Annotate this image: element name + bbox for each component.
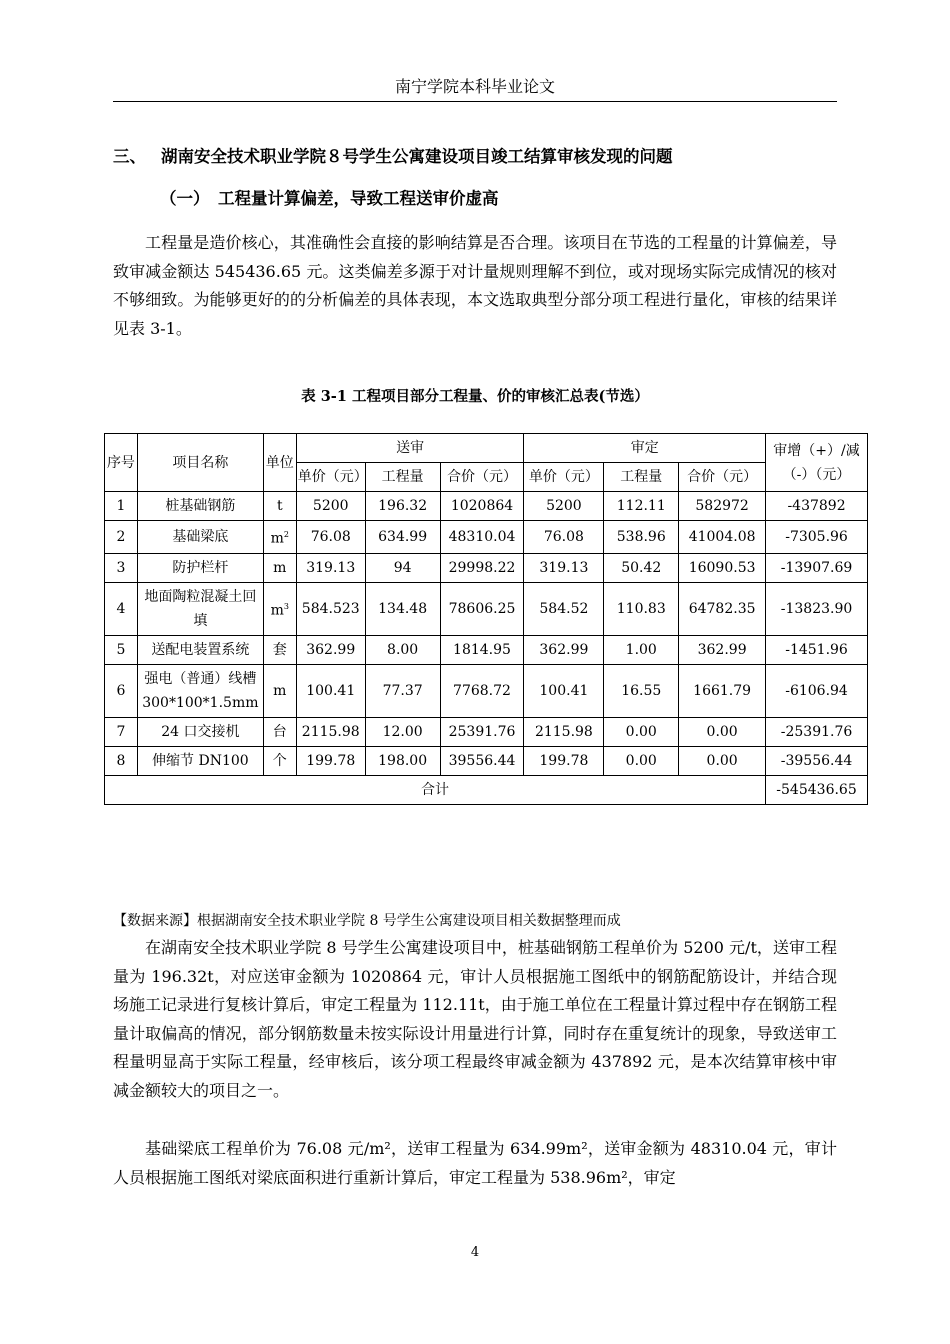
cell-approved-unit-price: 5200 — [524, 492, 604, 521]
table-row — [105, 521, 868, 554]
cell-diff: -39556.44 — [766, 746, 868, 775]
cell-name: 送配电装置系统 — [137, 635, 263, 664]
cell-approved-total: 582972 — [679, 492, 766, 521]
cell-submitted-unit-price: 76.08 — [296, 521, 365, 554]
cell-approved-unit-price: 76.08 — [524, 521, 604, 554]
cell-approved-unit-price: 362.99 — [524, 635, 604, 664]
table-caption: 表 3-1 工程项目部分工程量、价的审核汇总表(节选） — [301, 388, 649, 405]
total-value: -545436.65 — [766, 775, 868, 804]
header-approved-quantity: 工程量 — [604, 463, 679, 492]
cell-submitted-unit-price: 362.99 — [296, 635, 365, 664]
cell-seq: 4 — [105, 582, 138, 635]
total-label: 合计 — [105, 775, 766, 804]
cell-name: 桩基础钢筋 — [137, 492, 263, 521]
cell-submitted-total: 25391.76 — [440, 717, 524, 746]
cell-approved-unit-price: 319.13 — [524, 553, 604, 582]
cell-seq: 6 — [105, 664, 138, 717]
running-header: 南宁学院本科毕业论文 — [394, 77, 555, 96]
cell-approved-quantity: 50.42 — [604, 553, 679, 582]
cell-unit: m — [263, 553, 296, 582]
subsection-number: （一） — [160, 189, 210, 208]
header-name: 项目名称 — [137, 434, 263, 492]
cell-submitted-quantity: 634.99 — [365, 521, 440, 554]
subsection-heading — [160, 185, 499, 209]
cell-seq: 7 — [105, 717, 138, 746]
cell-approved-quantity: 0.00 — [604, 717, 679, 746]
cell-submitted-total: 29998.22 — [440, 553, 524, 582]
cell-submitted-quantity: 134.48 — [365, 582, 440, 635]
table-row — [105, 553, 868, 582]
cell-submitted-total: 7768.72 — [440, 664, 524, 717]
table-row — [105, 664, 868, 717]
header-divider — [113, 101, 837, 102]
cell-approved-unit-price: 584.52 — [524, 582, 604, 635]
table-header-row — [105, 434, 868, 463]
header-approved: 审定 — [524, 434, 766, 463]
cell-submitted-total: 39556.44 — [440, 746, 524, 775]
cell-diff: -437892 — [766, 492, 868, 521]
cell-approved-total: 41004.08 — [679, 521, 766, 554]
header-unit: 单位 — [263, 434, 296, 492]
cell-name: 24 口交接机 — [137, 717, 263, 746]
cell-approved-quantity: 16.55 — [604, 664, 679, 717]
cell-unit: t — [263, 492, 296, 521]
cell-seq: 2 — [105, 521, 138, 554]
cell-approved-quantity: 110.83 — [604, 582, 679, 635]
header-submitted-total: 合价（元） — [440, 463, 524, 492]
cell-unit: 个 — [263, 746, 296, 775]
table-row — [105, 746, 868, 775]
header-approved-unit-price: 单价（元） — [524, 463, 604, 492]
paragraph-beam-bottom: 基础梁底工程单价为 76.08 元/m²，送审工程量为 634.99m²，送审金额为 48310.04 元，审计人员根据施工图纸对梁底面积进行重新计算后，审定工程量为 538.96m²，审定 — [113, 1139, 837, 1187]
cell-diff: -7305.96 — [766, 521, 868, 554]
header-submitted-unit-price: 单价（元） — [296, 463, 365, 492]
table-row — [105, 492, 868, 521]
cell-submitted-unit-price: 584.523 — [296, 582, 365, 635]
paragraph-intro: 工程量是造价核心，其准确性会直接的影响结算是否合理。该项目在节选的工程量的计算偏差，导致审减金额达 545436.65 元。这类偏差多源于对计量规则理解不到位，或对现场实际完成情况的核对不够细致。为能够更好的的分析偏差的具体表现，本文选取典型分部分项工程进行量化，审核的结果详见表 3-1。 — [113, 233, 837, 338]
cell-diff: -13823.90 — [766, 582, 868, 635]
cell-approved-unit-price: 100.41 — [524, 664, 604, 717]
cell-name: 防护栏杆 — [137, 553, 263, 582]
cell-name: 伸缩节 DN100 — [137, 746, 263, 775]
table-row — [105, 717, 868, 746]
header-submitted: 送审 — [296, 434, 524, 463]
table-total-row — [105, 775, 868, 804]
cell-approved-total: 0.00 — [679, 717, 766, 746]
audit-summary-table — [104, 433, 868, 805]
cell-seq: 8 — [105, 746, 138, 775]
cell-diff: -13907.69 — [766, 553, 868, 582]
cell-approved-unit-price: 199.78 — [524, 746, 604, 775]
cell-unit: $m^2$ — [263, 521, 296, 554]
header-seq: 序号 — [105, 434, 138, 492]
table-row — [105, 582, 868, 635]
cell-submitted-total: 48310.04 — [440, 521, 524, 554]
cell-approved-total: 0.00 — [679, 746, 766, 775]
cell-unit: 套 — [263, 635, 296, 664]
cell-seq: 5 — [105, 635, 138, 664]
cell-approved-total: 1661.79 — [679, 664, 766, 717]
cell-name: 强电（普通）线槽 300*100*1.5mm — [137, 664, 263, 717]
page-number: 4 — [470, 1245, 480, 1260]
cell-submitted-quantity: 12.00 — [365, 717, 440, 746]
header-submitted-quantity: 工程量 — [365, 463, 440, 492]
cell-submitted-quantity: 94 — [365, 553, 440, 582]
cell-submitted-unit-price: 2115.98 — [296, 717, 365, 746]
subsection-title: 工程量计算偏差，导致工程送审价虚高 — [218, 189, 499, 208]
cell-submitted-total: 1814.95 — [440, 635, 524, 664]
cell-diff: -1451.96 — [766, 635, 868, 664]
paragraph-pile-rebar: 在湖南安全技术职业学院 8 号学生公寓建设项目中，桩基础钢筋工程单价为 5200 元/t，送审工程量为 196.32t，对应送审金额为 1020864 元，审计人员根据施工图纸中的钢筋配筋设计，并结合现场施工记录进行复核计算后，审定工程量为 112.11t，由于施工单位在工程量计算过程中存在钢筋工程量计取偏高的情况，部分钢筋数量未按实际设计用量进行计算，同时存在重复统计的现象，导致送审工程量明显高于实际工程量，经审核后，该分项工程最终审减金额为 437892 元，是本次结算审核中审减金额较大的项目之一。 — [113, 938, 837, 1100]
section-number: 三、 — [113, 147, 146, 166]
cell-seq: 1 — [105, 492, 138, 521]
cell-name: 地面陶粒混凝土回填 — [137, 582, 263, 635]
header-approved-total: 合价（元） — [679, 463, 766, 492]
cell-submitted-unit-price: 199.78 — [296, 746, 365, 775]
cell-seq: 3 — [105, 553, 138, 582]
cell-submitted-total: 1020864 — [440, 492, 524, 521]
cell-approved-unit-price: 2115.98 — [524, 717, 604, 746]
cell-submitted-quantity: 196.32 — [365, 492, 440, 521]
cell-unit: 台 — [263, 717, 296, 746]
cell-approved-quantity: 1.00 — [604, 635, 679, 664]
cell-unit: $m^3$ — [263, 582, 296, 635]
header-diff: 审增（+）/减（-）（元） — [766, 434, 868, 492]
cell-name: 基础梁底 — [137, 521, 263, 554]
cell-approved-total: 362.99 — [679, 635, 766, 664]
cell-approved-quantity: 0.00 — [604, 746, 679, 775]
cell-diff: -6106.94 — [766, 664, 868, 717]
cell-submitted-unit-price: 5200 — [296, 492, 365, 521]
cell-submitted-unit-price: 319.13 — [296, 553, 365, 582]
cell-unit: m — [263, 664, 296, 717]
data-source-note: 【数据来源】根据湖南安全技术职业学院 8 号学生公寓建设项目相关数据整理而成 — [113, 913, 621, 929]
section-title: 湖南安全技术职业学院８号学生公寓建设项目竣工结算审核发现的问题 — [161, 147, 673, 166]
cell-approved-quantity: 538.96 — [604, 521, 679, 554]
cell-submitted-unit-price: 100.41 — [296, 664, 365, 717]
cell-submitted-quantity: 77.37 — [365, 664, 440, 717]
cell-submitted-quantity: 8.00 — [365, 635, 440, 664]
cell-submitted-quantity: 198.00 — [365, 746, 440, 775]
cell-submitted-total: 78606.25 — [440, 582, 524, 635]
table-row — [105, 635, 868, 664]
cell-approved-total: 64782.35 — [679, 582, 766, 635]
cell-approved-quantity: 112.11 — [604, 492, 679, 521]
cell-approved-total: 16090.53 — [679, 553, 766, 582]
section-heading — [113, 143, 673, 167]
cell-diff: -25391.76 — [766, 717, 868, 746]
